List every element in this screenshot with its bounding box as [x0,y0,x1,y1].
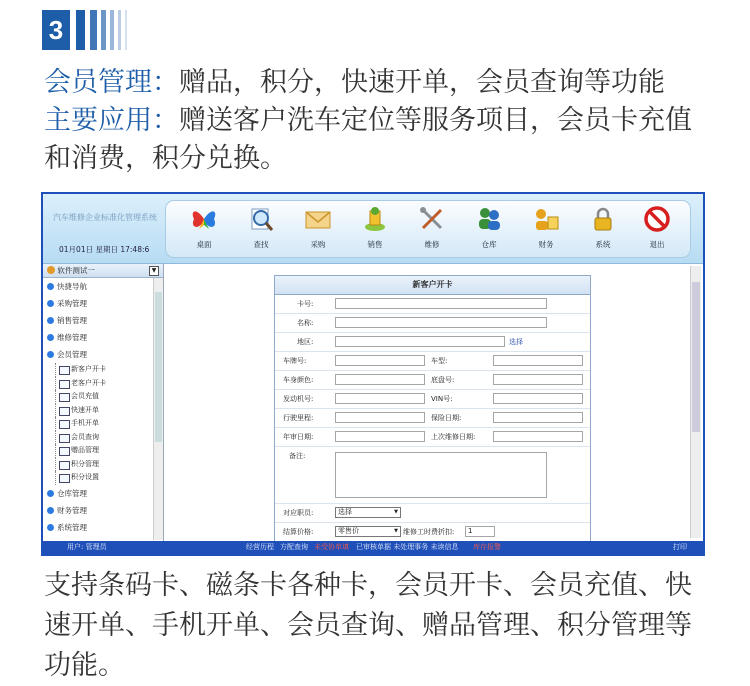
status-stock-alert[interactable]: 库存报警 [473,543,501,551]
field-label: 备注: [289,452,306,460]
nav-bullet-icon [47,283,54,290]
toolbar-label: 退出 [649,240,665,249]
insurance-date-input[interactable] [493,412,583,423]
status-user: 用户: 管理员 [67,543,107,551]
status-pending-alert[interactable]: 未受协单填 [314,543,349,551]
new-customer-card-form [274,275,591,553]
staff-select[interactable]: 选择 ▼ [335,507,401,518]
sub-item-label: 会员充值 [71,392,99,400]
status-link-query[interactable]: 方配查询 [280,543,308,551]
lock-icon [589,205,617,233]
sub-item[interactable] [43,431,153,445]
form-row [275,409,590,428]
sub-item-label: 积分设置 [71,473,99,481]
remarks-textarea[interactable] [335,452,547,498]
nav-item[interactable] [43,295,153,312]
pricing-select[interactable]: 零售价 ▼ [335,526,401,537]
field-label: 保险日期: [431,414,462,422]
toolbar-finance-button[interactable] [521,205,571,250]
butterfly-icon [190,205,218,233]
page-icon [59,366,70,375]
chevron-down-icon[interactable]: ▼ [149,266,159,276]
engine-number-input[interactable] [335,393,425,404]
left-navigation-panel [43,264,164,541]
toolbar-label: 销售 [367,240,383,249]
sales-icon [361,205,389,233]
main-toolbar [165,200,691,258]
nav-item[interactable] [43,502,153,519]
section-number-badge: 3 [42,10,70,50]
vin-input[interactable] [493,393,583,404]
tree-line [55,404,57,418]
tree-line [55,390,57,404]
tree-line [55,417,57,431]
tree-line [55,431,57,445]
field-label: 底盘号: [431,376,455,384]
toolbar-sales-button[interactable] [350,205,400,250]
member-management-text: 赠品，积分，快速开单，会员查询等功能 [179,67,665,98]
sub-item-label: 赠品管理 [71,446,99,454]
user-icon [47,266,55,274]
nav-item[interactable] [43,278,153,295]
card-number-input[interactable] [335,298,547,309]
envelope-icon [304,205,332,233]
last-repair-date-input[interactable] [493,431,583,442]
nav-item-member[interactable] [43,346,153,363]
exit-icon [643,205,671,233]
name-input[interactable] [335,317,547,328]
account-name: 软件测试一 [57,266,95,275]
sub-item[interactable] [43,458,153,472]
tree-line [55,363,57,377]
tree-line [55,444,57,458]
nav-item[interactable] [43,485,153,502]
field-label: 车身颜色: [283,376,314,384]
nav-bullet-icon [47,351,54,358]
toolbar-label: 系统 [595,240,611,249]
field-label: 车型: [431,357,448,365]
nav-label: 快捷导航 [57,282,87,291]
field-label: 车牌号: [283,357,307,365]
status-info-links[interactable]: 已审核单据 未处理事务 未读信息 [356,543,459,551]
field-label: 维修工时费折扣: [403,528,455,536]
toolbar-desktop-button[interactable] [179,205,229,250]
sub-item-label: 老客户开卡 [71,378,106,387]
nav-bullet-icon [47,317,54,324]
field-label: 发动机号: [283,395,314,403]
app-screenshot [41,192,705,556]
nav-item[interactable] [43,519,153,536]
main-scrollbar[interactable] [690,266,701,538]
sub-item[interactable] [43,471,153,485]
toolbar-repair-button[interactable] [407,205,457,250]
sub-item[interactable] [43,444,153,458]
sub-item-label: 会员查询 [71,432,99,441]
toolbar-label: 维修 [424,240,440,249]
toolbar-purchase-button[interactable] [293,205,343,250]
nav-label: 采购管理 [57,299,87,308]
app-header [43,194,703,264]
form-row [275,504,590,523]
page-icon [59,420,70,429]
sub-item[interactable] [43,390,153,404]
print-link[interactable]: 打印 [673,543,687,551]
chassis-input[interactable] [493,374,583,385]
tools-icon [418,205,446,233]
sub-item[interactable] [43,404,153,418]
page-icon [59,393,70,402]
form-row [275,371,590,390]
magnifier-icon [247,205,275,233]
toolbar-system-button[interactable] [578,205,628,250]
page-icon [59,434,70,443]
scroll-thumb[interactable] [155,292,162,442]
field-label: 结算价格: [283,528,314,536]
nav-bullet-icon [47,507,54,514]
form-row [275,428,590,447]
form-row [275,314,590,333]
sub-item-label: 手机开单 [71,419,99,427]
nav-label: 维修管理 [57,333,87,342]
sub-item[interactable] [43,363,153,377]
region-select-link[interactable]: 选择 [509,338,523,346]
page-icon [59,447,70,456]
toolbar-warehouse-button[interactable] [464,205,514,250]
toolbar-label: 财务 [538,240,554,249]
sub-item[interactable] [43,417,153,431]
form-title: 新客户开卡 [275,276,590,295]
intro-text [44,64,714,178]
page-icon [59,407,70,416]
main-content [165,264,691,541]
finance-icon [532,205,560,233]
toolbar-label: 仓库 [481,240,497,249]
left-scrollbar[interactable] [153,278,163,540]
nav-bullet-icon [47,490,54,497]
nav-tree [43,278,153,536]
body-color-input[interactable] [335,374,425,385]
toolbar-search-button[interactable] [236,205,286,250]
nav-label: 销售管理 [57,316,87,325]
mileage-input[interactable] [335,412,425,423]
app-clock: 01月01日 星期日 17:48:6 [59,245,150,254]
nav-label: 仓库管理 [57,488,87,498]
sub-item[interactable] [43,377,153,391]
outro-text: 支持条码卡、磁条卡各种卡，会员开卡、会员充值、快速开单、手机开单、会员查询、赠品管理、积分管理等功能。 [44,570,692,681]
nav-bullet-icon [47,334,54,341]
nav-bullet-icon [47,524,54,531]
field-label: VIN号: [431,395,453,403]
inspection-date-input[interactable] [335,431,425,442]
main-use-text: 赠送客户洗车定位等服务项目，会员卡充值和消费，积分兑换。 [44,105,692,174]
discount-input[interactable]: 1 [465,526,495,537]
app-title: 汽车维修企业标准化管理系统 [53,213,157,222]
member-management-label: 会员管理： [44,67,179,98]
nav-item[interactable] [43,329,153,346]
main-use-label: 主要应用： [44,105,179,136]
form-row [275,333,590,352]
page-icon [59,461,70,470]
plate-input[interactable] [335,355,425,366]
tree-line [55,377,57,391]
sub-item-label: 快速开单 [71,405,99,414]
field-label: 卡号: [297,300,314,308]
toolbar-exit-button[interactable] [632,205,682,250]
field-label: 对应职员: [283,509,314,517]
sub-item-label: 积分管理 [71,459,99,468]
tree-line [55,471,57,485]
people-icon [475,205,503,233]
status-bar [43,541,703,554]
page-icon [59,380,70,389]
field-label: 名称: [297,319,314,327]
field-label: 地区: [297,338,314,346]
toolbar-label: 桌面 [196,240,212,249]
form-row [275,390,590,409]
nav-item[interactable] [43,312,153,329]
region-input[interactable] [335,336,505,347]
field-label: 上次维修日期: [431,433,476,441]
toolbar-label: 查找 [253,240,269,249]
form-row [275,523,590,542]
nav-bullet-icon [47,300,54,307]
form-row [275,295,590,314]
form-row [275,447,590,504]
field-label: 年审日期: [283,433,314,441]
toolbar-label: 采购 [310,240,326,249]
page-icon [59,474,70,483]
field-label: 行驶里程: [283,414,314,422]
scroll-thumb[interactable] [692,282,700,432]
model-input[interactable] [493,355,583,366]
sub-item-label: 新客户开卡 [71,365,106,373]
account-selector[interactable] [43,264,163,278]
status-link-history[interactable]: 经营历程 [246,543,274,551]
form-row [275,352,590,371]
nav-label: 会员管理 [57,350,87,359]
tree-line [55,458,57,472]
nav-label: 系统管理 [57,522,87,532]
nav-label: 财务管理 [57,505,87,515]
